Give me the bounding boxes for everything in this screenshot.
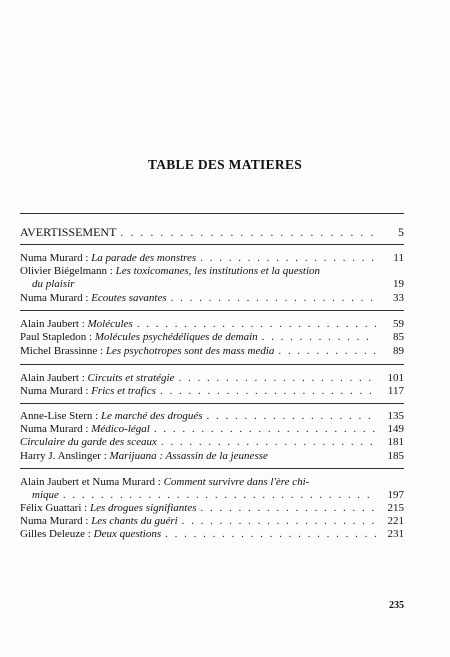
page-number: 59 <box>393 318 404 330</box>
entry-title: Molécules psychédéliques de demain <box>94 331 258 343</box>
leader-dots <box>171 292 376 305</box>
toc-entry <box>20 385 404 398</box>
page-number: 11 <box>393 252 404 264</box>
toc-entry <box>20 318 404 331</box>
page-number: 221 <box>387 515 404 527</box>
entry-author: Numa Murard : <box>20 385 89 397</box>
entry-title: Les chants du guéri <box>91 515 178 527</box>
page-number: 85 <box>393 331 404 343</box>
toc-entry <box>20 252 404 265</box>
toc-entry <box>20 265 404 291</box>
foreword-entry <box>20 226 404 239</box>
divider <box>20 364 404 365</box>
page-number: 181 <box>387 436 404 448</box>
page-number: 149 <box>387 423 404 435</box>
entry-author: Anne-Lise Stern : <box>20 410 99 422</box>
divider <box>20 403 404 404</box>
leader-dots <box>262 331 376 344</box>
entry-title: Ecoutes savantes <box>91 292 167 304</box>
entry-title: Le marché des drogués <box>100 410 203 422</box>
page-folio: 235 <box>389 600 404 611</box>
toc-entry <box>20 345 404 358</box>
entry-author: Alain Jaubert : <box>20 318 85 330</box>
entry-title: Les drogues signifiantes <box>89 502 197 514</box>
toc-entry <box>20 528 404 541</box>
leader-dots <box>165 528 376 541</box>
page-number: 33 <box>393 292 404 304</box>
page-number: 185 <box>387 450 404 462</box>
entry-author: Alain Jaubert : <box>20 372 85 384</box>
entry-title: Deux questions <box>93 528 162 540</box>
entry-title: Frics et trafics <box>91 385 156 397</box>
entry-author: Numa Murard : <box>20 252 89 264</box>
entry-author: Paul Stapledon : <box>20 331 93 343</box>
toc-entry <box>20 410 404 423</box>
entry-author: Numa Murard : <box>20 423 89 435</box>
foreword-label: AVERTISSEMENT <box>20 225 117 239</box>
entry-author: Gilles Deleuze : <box>20 528 91 540</box>
divider <box>20 244 404 245</box>
entry-title: Médico-légal <box>91 423 150 435</box>
leader-dots <box>161 436 376 449</box>
leader-dots <box>201 502 376 515</box>
leader-dots <box>200 252 376 265</box>
leader-dots <box>154 423 376 436</box>
leader-dots <box>206 410 376 423</box>
entry-author: Alain Jaubert et Numa Murard : <box>20 476 161 488</box>
entry-title: La parade des monstres <box>91 252 197 264</box>
toc-entry <box>20 423 404 436</box>
entry-title: Les toxicomanes, les institutions et la question <box>115 265 321 277</box>
toc-entry <box>20 450 404 463</box>
entry-title: Molécules <box>87 318 133 330</box>
toc-entry <box>20 292 404 305</box>
toc-entry <box>20 436 404 449</box>
entry-author: Olivier Biégelmann : <box>20 265 113 277</box>
page-number: 19 <box>393 278 404 290</box>
toc-entry <box>20 476 404 502</box>
leader-dots <box>278 345 376 358</box>
page-number: 5 <box>398 225 404 239</box>
page-number: 231 <box>387 528 404 540</box>
leader-dots <box>179 372 377 385</box>
leader-dots <box>160 385 376 398</box>
entry-title: Comment survivre dans l'ère chi- <box>163 476 310 488</box>
entry-author: Harry J. Anslinger : <box>20 450 107 462</box>
page-number: 135 <box>387 410 404 422</box>
toc-entry <box>20 515 404 528</box>
entry-author: Numa Murard : <box>20 292 89 304</box>
entry-title: Les psychotropes sont des mass media <box>105 345 275 357</box>
entry-title: Marijuana : Assassin de la jeunesse <box>109 450 268 462</box>
page-title: TABLE DES MATIERES <box>147 157 303 172</box>
entry-author: Félix Guattari : <box>20 502 88 514</box>
leader-dots <box>182 515 376 528</box>
entry-title-continued: mique <box>32 489 59 501</box>
entry-author: Numa Murard : <box>20 515 89 527</box>
page-number: 117 <box>387 385 404 397</box>
divider <box>20 310 404 311</box>
toc-entry <box>20 502 404 515</box>
entry-author: Michel Brassinne : <box>20 345 104 357</box>
page-number: 89 <box>393 345 404 357</box>
toc-entry <box>20 372 404 385</box>
entry-title: Circulaire du garde des sceaux <box>20 436 157 448</box>
toc-entry <box>20 331 404 344</box>
page-number: 215 <box>387 502 404 514</box>
leader-dots <box>63 489 376 502</box>
divider <box>20 468 404 469</box>
divider <box>20 213 404 214</box>
entry-title: Circuits et stratégie <box>87 372 175 384</box>
entry-title-continued: du plaisir <box>32 278 75 290</box>
leader-dots <box>120 226 376 239</box>
leader-dots <box>137 318 376 331</box>
page-number: 197 <box>387 489 404 501</box>
page-number: 101 <box>387 372 404 384</box>
